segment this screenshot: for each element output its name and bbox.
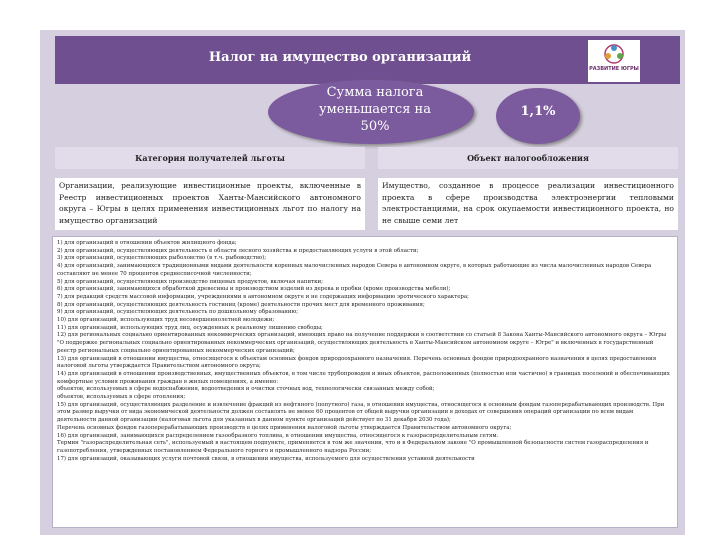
list-item: 1) для организаций в отношении объектов жилищного фонда;: [57, 240, 237, 246]
beneficiary-category-header: Категория получателей льготы: [55, 147, 365, 169]
logo-text: РАЗВИТИЕ ЮГРЫ: [589, 66, 639, 72]
beneficiary-category-text: Организации, реализующие инвестиционные проекты, включенные в Реестр инвестиционных проектов Ханты-Мансийского автономного округа – Югры в целях применения инвестиционных льгот по налогу на имущество организаций: [55, 178, 365, 230]
list-item: 15) для организаций, осуществляющих разделение и извлечение фракций из нефтяного (попутного) газа, в отношении имущества, относящегося к основным фондам газоперерабатывающих производств. При этом размер выручки от вида экономической деятельности должен составлять не менее 60 процентов от общей выручки организации в доходах от совершения операций организации по всем видам деятельности данной организации (налоговая льгота для указанных в данном пункте организаций действует по 31 декабря 2030 года);: [57, 401, 665, 424]
list-item: 6) для организаций, занимающихся обработкой древесины и производством изделий из дерева и пробки (кроме производства мебели);: [57, 286, 451, 293]
tax-reduction-text: Сумма налога уменьшается на 50%: [319, 85, 431, 134]
taxable-object-text: Имущество, созданное в процессе реализации инвестиционного проекта в сфере производства электроэнергии тепловыми электростанциями, на срок окупаемости инвестиционного проекта, но не свыше семи лет: [378, 178, 678, 230]
list-item: объектов, используемых в сфере отопления;: [57, 394, 186, 401]
list-item: 12) для региональных социально ориентированных некоммерческих организаций, имеющих право на получение поддержки в соответствии со статьей 8 Закона Ханты-Мансийского автономного округа – Югры "О поддержке региональных социально ориентированных некоммерческих организаций, осуществляющих деятельность в Ханты-Мансийском автономном округе – Югре" и включенных в государственный реестр региональных социально ориентированных некоммерческих организаций;: [57, 332, 667, 354]
list-item: Термин "газораспределительная сеть", используемый в настоящем подпункте, применяется в том же значении, что и в Федеральном законе "О промышленной безопасности систем газораспределения и газопотребления, утвержденных постановлением Федерального горного и промышленного надзора России;: [57, 440, 649, 454]
list-item: Перечень основных фондов газоперерабатывающих производств в целях применения налоговой льготы утверждается Правительством автономного округа;: [57, 424, 512, 431]
list-item: 5) для организаций, осуществляющих производство пищевых продуктов, включая напитки;: [57, 278, 323, 285]
list-item: 4) для организаций, занимающихся традиционными видами деятельности коренных малочисленных народов Севера в автономном округе, в которых работающие из числа малочисленных народов Севера составляют не менее 70 процентов среднесписочной численности;: [57, 263, 652, 277]
logo-emblem-icon: [588, 40, 640, 68]
list-item: объектов, используемых в сфере водоснабжения, водоотведения и очистки сточных вод, технологически связанных между собой;: [57, 386, 435, 393]
list-item: 3) для организаций, осуществляющих рыболовство (в т.ч. рыбоводство);: [57, 255, 267, 262]
list-item: 9) для организаций, осуществляющих деятельность по дошкольному образованию;: [57, 309, 299, 316]
list-item: 7) для редакций средств массовой информации, учреждениями в автономном округе и не содержащих информацию эротического характера;: [57, 293, 469, 300]
list-item: 13) для организаций в отношении имущества, относящегося к объектам основных фондов природоохранного назначения. Перечень основных фондов природоохранного назначения в целях предоставления налоговой льготы утверждается Правительством автономного округа;: [57, 355, 657, 370]
list-item: 16) для организаций, занимающихся распределением газообразного топлива, в отношении имущества, относящегося к газораспределительным сетям.: [57, 432, 499, 439]
list-item: 14) для организаций в отношении производственных, имущественных объектов, в том числе трубопроводов и иных объектов, расположенных (полностью или частично) в границах поселений и обеспечивающих комфортные условия проживания граждан в жилых помещениях, а именно:: [57, 370, 670, 385]
list-item: 8) для организаций, осуществляющих деятельность гостиниц (кроме) деятельности прочих мест для временного проживания;: [57, 301, 425, 308]
exemption-list: [52, 236, 678, 528]
logo: [588, 40, 640, 82]
page-title: Налог на имущество организаций: [208, 50, 472, 65]
list-item: 11) для организаций, использующих труд лиц, осужденных к реальному лишению свободы;: [57, 324, 323, 331]
list-item: 17) для организаций, оказывающих услуги почтовой связи, в отношении имущества, используемого для осуществления уставной деятельности: [57, 455, 475, 462]
taxable-object-header: Объект налогообложения: [378, 147, 678, 169]
list-item: 2) для организаций, осуществляющих деятельность в области лесного хозяйства и предоставляющих услуги в этой области;: [57, 247, 419, 254]
list-item: 10) для организаций, использующих труд несовершеннолетней молодежи;: [57, 317, 275, 324]
tax-rate-text: 1,1%: [520, 104, 556, 119]
